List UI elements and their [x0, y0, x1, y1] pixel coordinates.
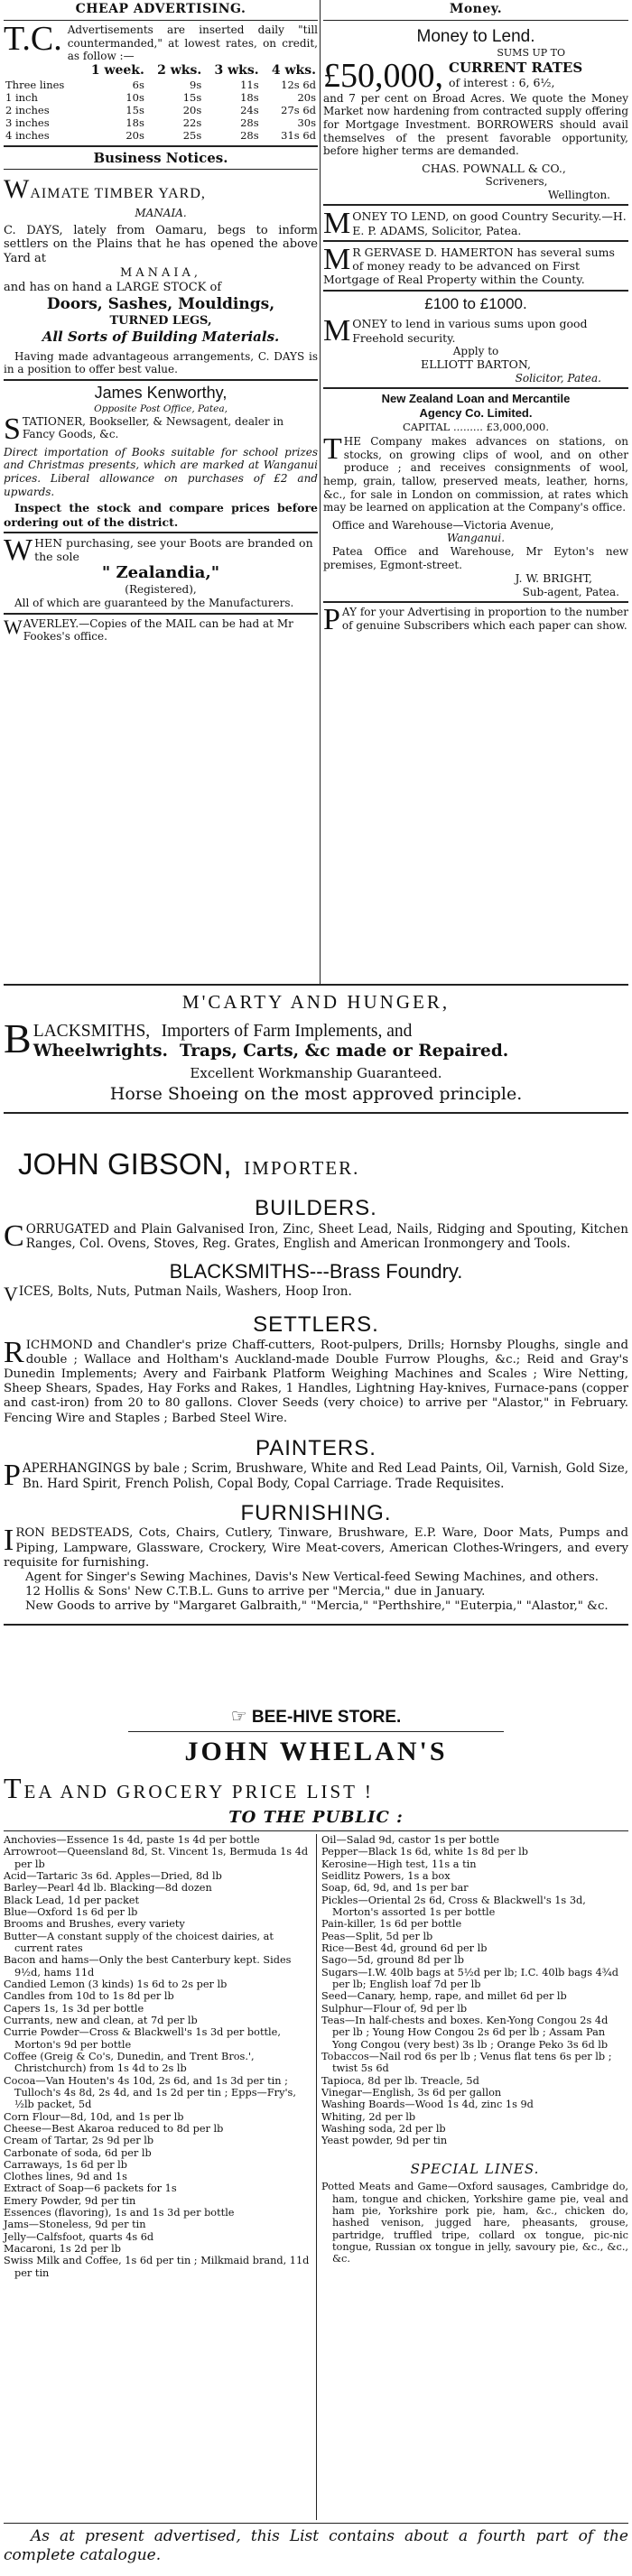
- gibson-blacksmiths-text: ICES, Bolts, Nuts, Putman Nails, Washers, Hoop Iron.: [18, 1284, 352, 1300]
- drop-cap: M: [323, 317, 351, 345]
- drop-cap: P: [4, 1461, 21, 1492]
- nz-loan-title: New Zealand Loan and Mercantile: [381, 392, 571, 406]
- special-lines-heading: SPECIAL LINES.: [410, 2160, 540, 2177]
- list-item: Seidlitz Powers, 1s a box: [321, 1869, 451, 1882]
- special-lines-text: Potted Meats and Game—Oxford sausages, Cambridge do, ham, tongue and chicken, Yorkshire game pie, veal and ham pie, Yorkshire pork pie, ham, &c., chicken do, hashed venison, jugged hare, pheasants, grouse, partridge, truffled tripe, collard ox tongue, pic-nic tongue, Russian ox tongue in jelly, savoury pie, &c., &c., &c.: [321, 2181, 628, 2266]
- list-item: Butter—A constant supply of the choicest dairies, at current rates: [4, 1930, 274, 1954]
- money-rates-detail: of interest : 6, 6½,: [449, 75, 555, 89]
- gibson-agent-line: Agent for Singer's Sewing Machines, Davis's New Vertical-feed Sewing Machines, and others.: [25, 1570, 599, 1584]
- list-item: Carraways, 1s 6d per lb: [4, 2158, 128, 2171]
- list-item: Black Lead, 1d per packet: [4, 1894, 140, 1906]
- list-item: Anchovies—Essence 1s 4d, paste 1s 4d per bottle: [4, 1833, 260, 1846]
- adams-notice: [323, 209, 628, 237]
- table-row: 4 inches 20s 25s 28s 31s 6d: [5, 129, 316, 143]
- waimate-timber-yard-ad: [4, 173, 318, 376]
- waimate-goods-1: Doors, Sashes, Mouldings,: [46, 294, 275, 313]
- adams-text: ONEY TO LEND, on good Country Security.—H. E. P. ADAMS, Solicitor, Patea.: [352, 209, 627, 237]
- kenworthy-trade: TATIONER, Bookseller, & Newsagent, dealer in Fancy Goods, &c.: [22, 414, 284, 441]
- rates-header: 4 wks.: [271, 62, 316, 78]
- list-item: Sago—5d, ground 8d per lb: [321, 1954, 464, 1967]
- list-item: Essences (flavoring), 1s and 1s 3d per bottle: [4, 2207, 235, 2219]
- nz-loan-capital: CAPITAL ......... £3,000,000.: [402, 420, 550, 433]
- gibson-goods-line: New Goods to arrive by "Margaret Galbraith," "Mercia," "Perthshire," "Euterpia," "Alastor," &c.: [25, 1599, 609, 1614]
- gibson-builders-text: ORRUGATED and Plain Galvanised Iron, Zinc, Sheet Lead, Nails, Ridging and Spouting, Kitchen Ranges, Col. Ovens, Stoves, Reg. Grates, English and American Ironmongery and Tools.: [25, 1221, 628, 1251]
- list-item: Sulphur—Flour of, 9d per lb: [321, 2002, 468, 2015]
- business-notices-heading: Business Notices.: [93, 150, 228, 167]
- table-row: Three lines 6s 9s 11s 12s 6d: [5, 79, 316, 92]
- kenworthy-inspect: Inspect the stock and compare prices before ordering out of the district.: [4, 501, 318, 529]
- mccarty-title: M'CARTY AND HUNGER,: [181, 991, 451, 1013]
- price-list-left: [4, 1834, 311, 2279]
- list-item: Extract of Soap—6 packets for 1s: [4, 2182, 177, 2195]
- pay-notice: [323, 606, 628, 633]
- list-item: Soap, 6d, 9d, and 1s per bar: [321, 1882, 469, 1895]
- hamerton-text: R GERVASE D. HAMERTON has several sums of money ready to be advanced on First Mortgage of Real Property within the County.: [323, 245, 615, 287]
- list-item: Coffee (Greig & Co's, Dunedin, and Trent Bros.', Christchurch) from 1s 4d to 2s lb: [4, 2050, 255, 2075]
- nz-loan-office-place: Wanganui.: [446, 532, 506, 545]
- list-item: Capers 1s, 1s 3d per bottle: [4, 2002, 144, 2015]
- drop-cap: S: [4, 414, 21, 442]
- zealandia-body-2: All of which are guaranteed by the Manufacturers.: [14, 596, 294, 609]
- gibson-furnishing-heading: FURNISHING.: [240, 1501, 392, 1526]
- kenworthy-location: Opposite Post Office, Patea,: [94, 403, 228, 415]
- list-item: Pain-killer, 1s 6d per bottle: [321, 1918, 462, 1931]
- waimate-subtitle: MANAIA.: [135, 207, 187, 219]
- kenworthy-ad: [4, 384, 318, 529]
- waimate-goods-3: All Sorts of Building Materials.: [42, 328, 280, 345]
- barton-title: £100 to £1000.: [424, 294, 527, 312]
- whelan-name: JOHN WHELAN'S: [184, 1737, 448, 1767]
- nz-loan-agent: J. W. BRIGHT,: [515, 571, 592, 586]
- gibson-settlers-heading: SETTLERS.: [253, 1312, 379, 1338]
- gibson-furnishing-text: RON BEDSTEADS, Cots, Chairs, Cutlery, Tinware, Brushware, E.P. Ware, Door Mats, Pumps and Piping, Lampware, Glassware, Crockery, Wire Meat-covers, American Clothes-Wringers, and every requisite for furnishing.: [4, 1526, 628, 1570]
- mccarty-blacksmiths: LACKSMITHS,: [33, 1021, 151, 1041]
- drop-cap: B: [4, 1019, 32, 1061]
- list-item: Brooms and Brushes, every variety: [4, 1918, 185, 1931]
- nz-loan-patea: Patea Office and Warehouse, Mr Eyton's new premises, Egmont-street.: [323, 545, 628, 571]
- money-firm-place: Wellington.: [548, 188, 610, 201]
- list-item: Oil—Salad 9d, castor 1s per bottle: [321, 1833, 500, 1846]
- tc-heading: T.C.: [4, 23, 62, 59]
- list-item: Rice—Best 4d, ground 6d per lb: [321, 1941, 488, 1954]
- list-item: Swiss Milk and Coffee, 1s 6d per tin ; Milkmaid brand, 11d per tin: [4, 2255, 310, 2279]
- mccarty-traps: Traps, Carts, &c made or Repaired.: [179, 1042, 509, 1061]
- gibson-blacksmiths-heading: BLACKSMITHS---Brass Foundry.: [169, 1260, 463, 1283]
- waverley-notice: [4, 617, 318, 644]
- list-item: Cheese—Best Akaroa reduced to 8d per lb: [4, 2122, 224, 2135]
- rates-header: 3 wks.: [214, 62, 259, 78]
- price-list-divider: [316, 1834, 317, 2520]
- price-list: [4, 1834, 628, 2520]
- table-row: 1 inch 10s 15s 18s 20s: [5, 91, 316, 105]
- nz-loan-agent-role: Sub-agent, Patea.: [522, 585, 619, 598]
- list-item: Tapioca, 8d per lb. Treacle, 5d: [321, 2074, 479, 2087]
- list-item: Cream of Tartar, 2s 9d per lb: [4, 2135, 154, 2147]
- list-item: Emery Powder, 9d per tin: [4, 2194, 136, 2207]
- drop-cap: C: [4, 1221, 24, 1252]
- nz-loan-title-2: Agency Co. Limited.: [419, 406, 533, 421]
- mccarty-importers: Importers of Farm Implements, and: [161, 1021, 413, 1041]
- list-item: Yeast powder, 9d per tin: [321, 2135, 448, 2147]
- rates-header: 1 week.: [90, 62, 144, 78]
- whelan-to-public: TO THE PUBLIC :: [228, 1808, 404, 1828]
- money-header: Money.: [449, 2, 503, 16]
- barton-text: ONEY to lend in various sums upon good Freehold security.: [352, 317, 588, 345]
- waimate-body-3: Having made advantageous arrangements, C. DAYS is in a position to offer best value.: [4, 349, 318, 376]
- list-item: Candied Lemon (3 kinds) 1s 6d to 2s per lb: [4, 1978, 228, 1990]
- waverley-text: AVERLEY.—Copies of the MAIL can be had at Mr Fookes's office.: [23, 616, 293, 644]
- pointing-hand-icon: ☞: [230, 1707, 247, 1727]
- gibson-settlers-text: ICHMOND and Chandler's prize Chaff-cutters, Root-pulpers, Drills; Hornsby Ploughs, single and double ; Wallace and Holtham's Auckland-made Double Furrow Ploughs, &c.; Reid and Gray's Dunedin Implements; Avery and Fairbank Platform Weighing Machines and Scales ; Wire Netting, Sheep Shears, Spades, Hay Forks and Rakes, 1 Handles, Lightning Hay-knives, Furnace-pans (copper and cast-iron) from 20 to 80 gallons. Clover Seeds (very choice) to arrive per "Alastor," in February. Fencing Wire and Staples ; Barbed Steel Wire.: [4, 1338, 628, 1425]
- pay-notice-text: AY for your Advertising in proportion to the number of genuine Subscribers which each paper can show.: [341, 606, 628, 632]
- drop-cap: M: [323, 245, 351, 276]
- rates-table: [4, 63, 318, 142]
- gibson-builders-heading: BUILDERS.: [255, 1196, 377, 1221]
- money-title: Money to Lend.: [416, 27, 535, 47]
- list-item: Teas—In half-chests and boxes. Ken-Yong Congou 2s 4d per lb ; Young How Congou 2s 6d per lb ; Assam Pan Yong Congou (very best) 3s lb ; Orange Peko 3s 6d lb: [321, 2014, 609, 2051]
- column-divider: [320, 0, 321, 984]
- zealandia-body: HEN purchasing, see your Boots are branded on the sole: [34, 535, 313, 564]
- mccarty-ad: [4, 984, 628, 1117]
- mccarty-wheelwrights: Wheelwrights.: [33, 1042, 168, 1061]
- hamerton-notice: [323, 246, 628, 287]
- list-item: Arrowroot—Queensland 8d, St. Vincent 1s, Bermuda 1s 4d per lb: [4, 1846, 309, 1870]
- gibson-painters-heading: PAINTERS.: [256, 1435, 376, 1460]
- gibson-name: JOHN GIBSON,: [18, 1147, 232, 1181]
- table-row: 3 inches 18s 22s 28s 30s: [5, 116, 316, 130]
- drop-cap: M: [323, 209, 351, 237]
- zealandia-brand: " Zealandia,": [101, 563, 220, 583]
- whelan-list-title: EA AND GROCERY PRICE LIST !: [23, 1780, 374, 1802]
- barton-name: ELLIOTT BARTON,: [421, 357, 531, 372]
- drop-cap: R: [4, 1338, 24, 1369]
- list-item: Whiting, 2d per lb: [321, 2110, 416, 2123]
- drop-cap: T: [4, 1771, 24, 1804]
- drop-cap: V: [4, 1284, 18, 1303]
- drop-cap: W: [4, 535, 33, 564]
- tc-intro: Advertisements are inserted daily "till countermanded," at lowest rates, on credit, as follow :—: [67, 23, 318, 63]
- list-item: Bacon and hams—Only the best Canterbury kept. Sides 9½d, hams 11d: [4, 1954, 292, 1978]
- kenworthy-name: James Kenworthy,: [94, 384, 228, 403]
- zealandia-ad: [4, 536, 318, 610]
- whelan-store: [4, 1706, 628, 1728]
- money-current-rates: CURRENT RATES: [449, 59, 583, 76]
- drop-cap: I: [4, 1526, 14, 1558]
- drop-cap: P: [323, 606, 340, 634]
- list-item: Acid—Tartaric 3s 6d. Apples—Dried, 8d lb: [4, 1869, 222, 1882]
- list-item: Carbonate of soda, 6d per lb: [4, 2146, 152, 2159]
- whelan-footer: As at present advertised, this List contains about a fourth part of the complete catalogue.: [4, 2526, 628, 2564]
- list-item: Washing soda, 2d per lb: [321, 2122, 446, 2135]
- money-sums: SUMS UP TO: [497, 47, 565, 60]
- drop-cap: T: [323, 435, 342, 466]
- list-item: Kerosine—High test, 11s a tin: [321, 1858, 477, 1870]
- right-column: [323, 0, 628, 984]
- nz-loan-office: Office and Warehouse—Victoria Avenue,: [332, 518, 554, 532]
- drop-cap: W: [4, 616, 23, 638]
- list-item: Seed—Canary, hemp, rape, and millet 6d per lb: [321, 1990, 567, 2003]
- list-item: Pickles—Oriental 2s 6d, Cross & Blackwell's 1s 3d, Morton's assorted 1s per bottle: [321, 1894, 586, 1918]
- zealandia-registered: (Registered),: [125, 583, 197, 597]
- waimate-body: C. DAYS, lately from Oamaru, begs to inform settlers on the Plains that he has opened the above Yard at: [4, 223, 318, 266]
- barton-ad: [323, 295, 628, 385]
- list-item: Currants, new and clean, at 7d per lb: [4, 2014, 198, 2026]
- kenworthy-body: Direct importation of Books suitable for school prizes and Christmas presents, which are marked at Wanganui prices. Liberal allowance on purchases of £2 and upwards.: [4, 445, 318, 498]
- mccarty-workmanship: Excellent Workmanship Guaranteed.: [190, 1064, 442, 1081]
- money-body: and 7 per cent on Broad Acres. We quote the Money Market now hardening from contracted supply offering for Mortgage Investment. BORROWERS should avail themselves of the present favorable opportunity, before higher terms are demanded.: [323, 91, 628, 158]
- list-item: Barley—Pearl 4d lb. Blacking—8d dozen: [4, 1882, 212, 1895]
- nz-loan-ad: [323, 392, 628, 598]
- whelan-store-name: BEE-HIVE STORE.: [251, 1708, 402, 1727]
- money-amount: £50,000,: [323, 59, 443, 92]
- list-item: Washing Boards—Wood 1s 4d, zinc 1s 9d: [321, 2099, 534, 2111]
- waimate-body-2: and has on hand a LARGE STOCK of: [4, 281, 222, 295]
- list-item: Tobaccos—Nail rod 6s per lb ; Venus flat tens 6s per lb ; twist 5s 6d: [321, 2050, 612, 2075]
- cheap-advertising: [4, 0, 318, 142]
- gibson-importer: IMPORTER.: [244, 1157, 360, 1179]
- waimate-title: AIMATE TIMBER YARD,: [30, 186, 206, 202]
- waimate-goods-2: TURNED LEGS,: [109, 313, 212, 328]
- gibson-painters-text: APERHANGINGS by bale ; Scrim, Brushware, White and Red Lead Paints, Oil, Varnish, Gold Size, Bn. Hard Spirit, French Polish, Copal Body, Copal Carriage. Trade Requisites.: [22, 1461, 628, 1491]
- drop-cap: W: [4, 174, 31, 205]
- gibson-guns-line: 12 Hollis & Sons' New C.T.B.L. Guns to arrive per "Mercia," due in January.: [25, 1585, 486, 1599]
- money-firm-role: Scriveners,: [485, 175, 548, 189]
- nz-loan-body: HE Company makes advances on stations, on stocks, on growing clips of wool, and on other produce ; and receives consignments of wool, hemp, grain, tallow, preserved meats, leather, horns, &c., for sale in London on commission, at rates which may be learned on application at the Company's office.: [323, 435, 628, 514]
- waimate-place: MANAIA,: [119, 266, 202, 281]
- list-item: Pepper—Black 1s 6d, white 1s 8d per lb: [321, 1846, 528, 1858]
- list-item: Cocoa—Van Houten's 4s 10d, 2s 6d, and 1s 3d per tin ; Tulloch's 4s 8d, 2s 4d, and 1s 2d per tin ; Epps—Fry's, ½lb packet, 5d: [4, 2074, 296, 2111]
- list-item: Jelly—Calfsfoot, quarts 4s 6d: [4, 2230, 154, 2243]
- list-item: Sugars—I.W. 40lb bags at 5½d per lb; I.C. 40lb bags 4¾d per lb; English loaf 7d per lb: [321, 1966, 618, 1990]
- list-item: Jams—Stoneless, 9d per tin: [4, 2219, 146, 2231]
- barton-apply: Apply to: [452, 344, 499, 357]
- list-item: Clothes lines, 9d and 1s: [4, 2171, 127, 2183]
- list-item: Currie Powder—Cross & Blackwell's 1s 3d per bottle, Morton's 9d per bottle: [4, 2026, 281, 2051]
- price-list-right: [321, 1834, 628, 2266]
- list-item: Corn Flour—8d, 10d, and 1s per lb: [4, 2110, 184, 2123]
- table-row: 2 inches 15s 20s 24s 27s 6d: [5, 104, 316, 117]
- list-item: Blue—Oxford 1s 6d per lb: [4, 1905, 138, 1918]
- barton-role: Solicitor, Patea.: [515, 371, 601, 385]
- cheap-advertising-title: CHEAP ADVERTISING.: [75, 2, 246, 16]
- list-item: Macaroni, 1s 2d per lb: [4, 2243, 121, 2256]
- mccarty-shoeing: Horse Shoeing on the most approved principle.: [109, 1084, 523, 1105]
- list-item: Vinegar—English, 3s 6d per gallon: [321, 2086, 502, 2099]
- list-item: Peas—Split, 5d per lb: [321, 1930, 433, 1942]
- list-item: Candles from 10d to 1s 8d per lb: [4, 1990, 174, 2003]
- whelan-ad: [4, 1695, 628, 2571]
- rates-header: 2 wks.: [157, 62, 202, 78]
- money-ad: [323, 0, 628, 201]
- gibson-ad: [4, 1139, 628, 1628]
- left-column: [4, 0, 318, 984]
- money-firm: CHAS. POWNALL & CO.,: [422, 161, 566, 175]
